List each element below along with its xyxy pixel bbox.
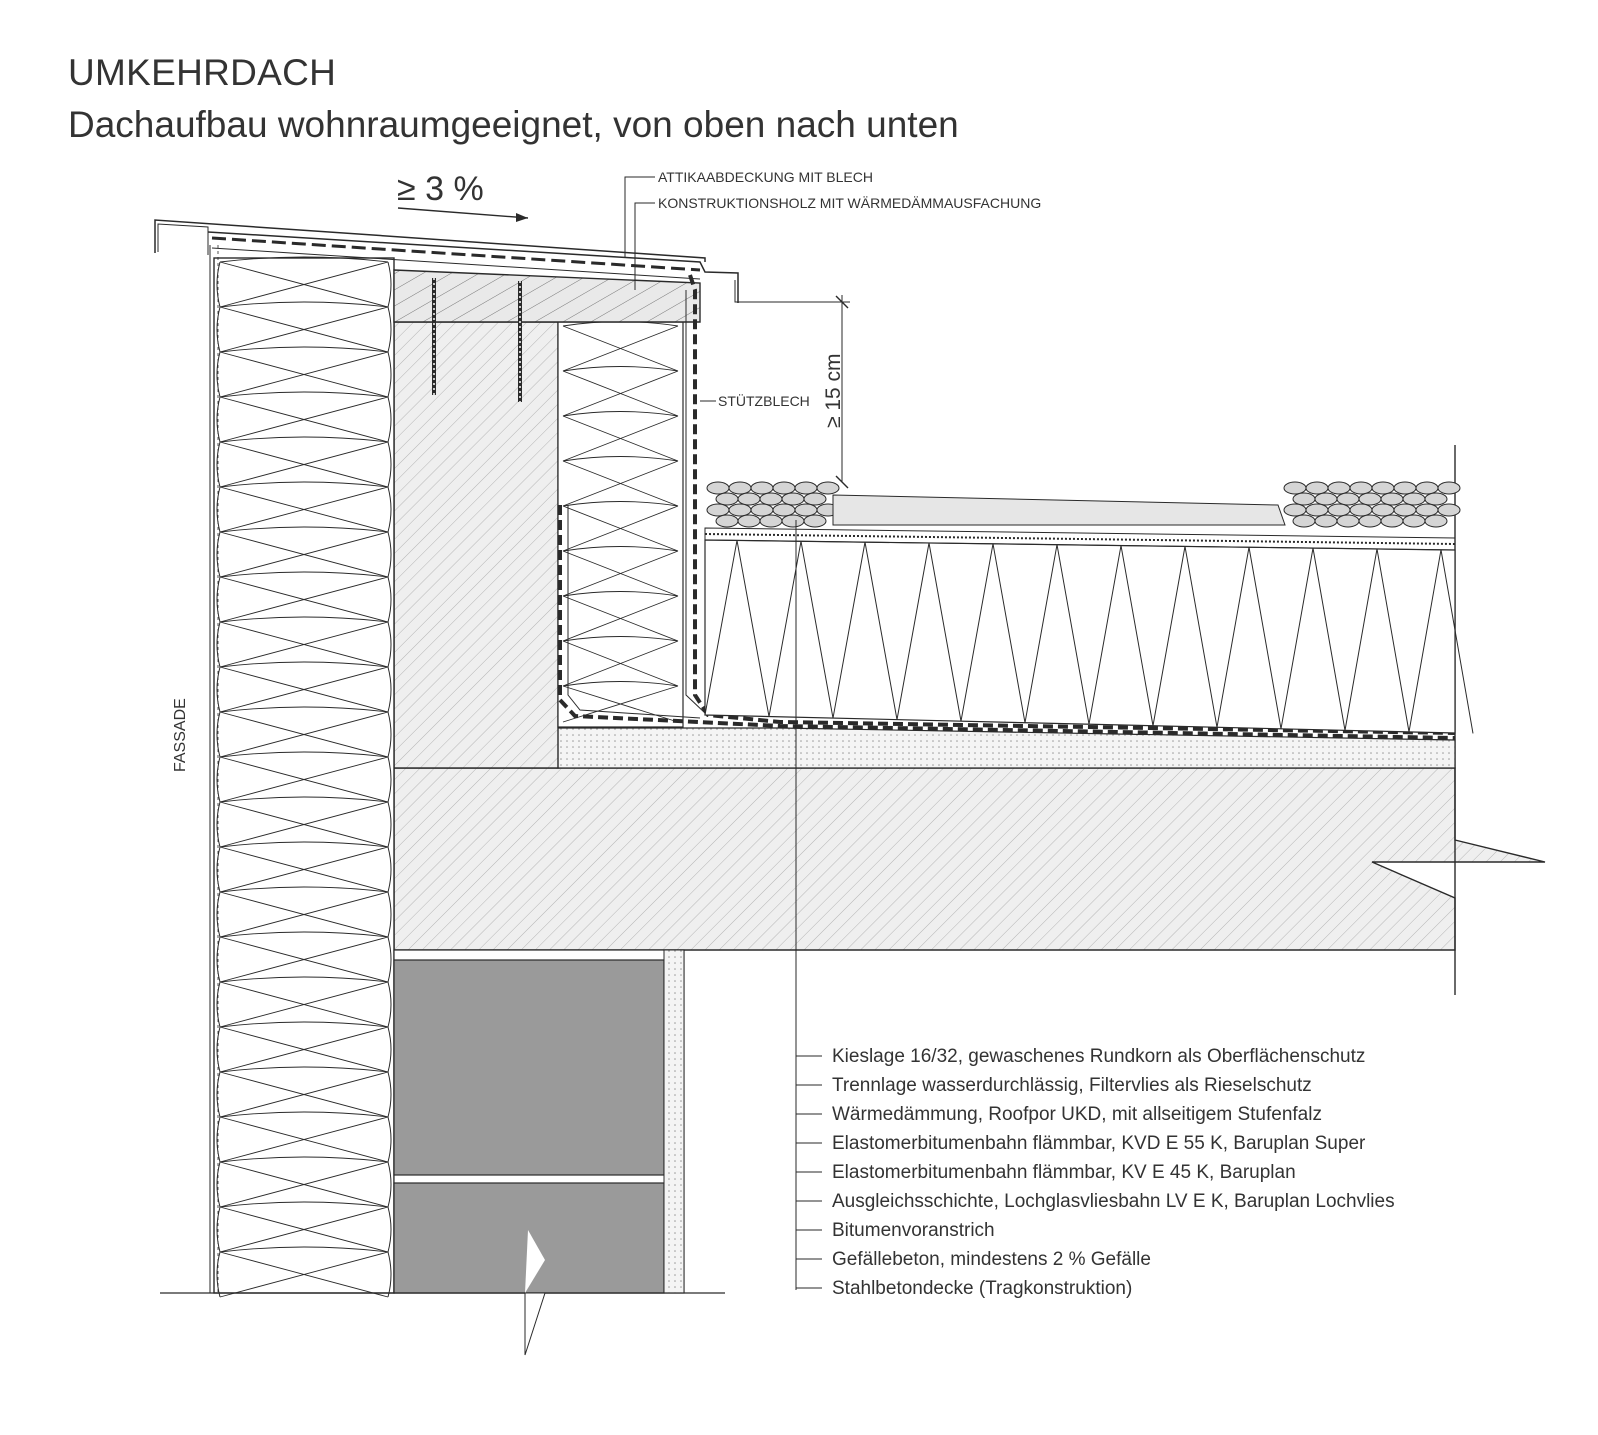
layer-item: Bitumenvoranstrich (832, 1220, 995, 1241)
layer-item: Stahlbetondecke (Tragkonstruktion) (832, 1278, 1133, 1299)
page-subtitle: Dachaufbau wohnraumgeeignet, von oben nach unten (68, 104, 959, 145)
roof-insulation-roofpor (705, 540, 1473, 733)
callout-support-sheet: STÜTZBLECH (718, 393, 810, 409)
callout-construction-timber: KONSTRUKTIONSHOLZ MIT WÄRMEDÄMMAUSFACHUNG (658, 195, 1042, 211)
parapet-concrete-upstand (394, 322, 558, 768)
slope-label: ≥ 3 % (397, 170, 484, 208)
layer-item: Gefällebeton, mindestens 2 % Gefälle (832, 1249, 1151, 1270)
layer-item: Elastomerbitumenbahn flämmbar, KV E 45 K, Baruplan (832, 1162, 1296, 1183)
layer-list (832, 1046, 1395, 1299)
callout-attika: ATTIKAABDECKUNG MIT BLECH (658, 169, 873, 185)
facade-label: FASSADE (172, 698, 189, 772)
slope-indicator (397, 170, 528, 222)
layer-item: Kieslage 16/32, gewaschenes Rundkorn als Oberflächenschutz (832, 1046, 1366, 1067)
layer-item: Wärmedämmung, Roofpor UKD, mit allseitigem Stufenfalz (832, 1104, 1322, 1125)
parapet-insulation (558, 322, 683, 728)
layer-item: Trennlage wasserdurchlässig, Filtervlies als Rieselschutz (832, 1075, 1312, 1096)
gravel-layer (707, 482, 1460, 527)
layer-item: Elastomerbitumenbahn flämmbar, KVD E 55 K, Baruplan Super (832, 1133, 1366, 1154)
height-label: ≥ 15 cm (822, 353, 845, 428)
layer-item: Ausgleichsschichte, Lochglasvliesbahn LV E K, Baruplan Lochvlies (832, 1191, 1395, 1212)
page-title: UMKEHRDACH (68, 52, 337, 93)
facade-insulation (210, 245, 394, 1297)
height-dimension (742, 295, 850, 488)
